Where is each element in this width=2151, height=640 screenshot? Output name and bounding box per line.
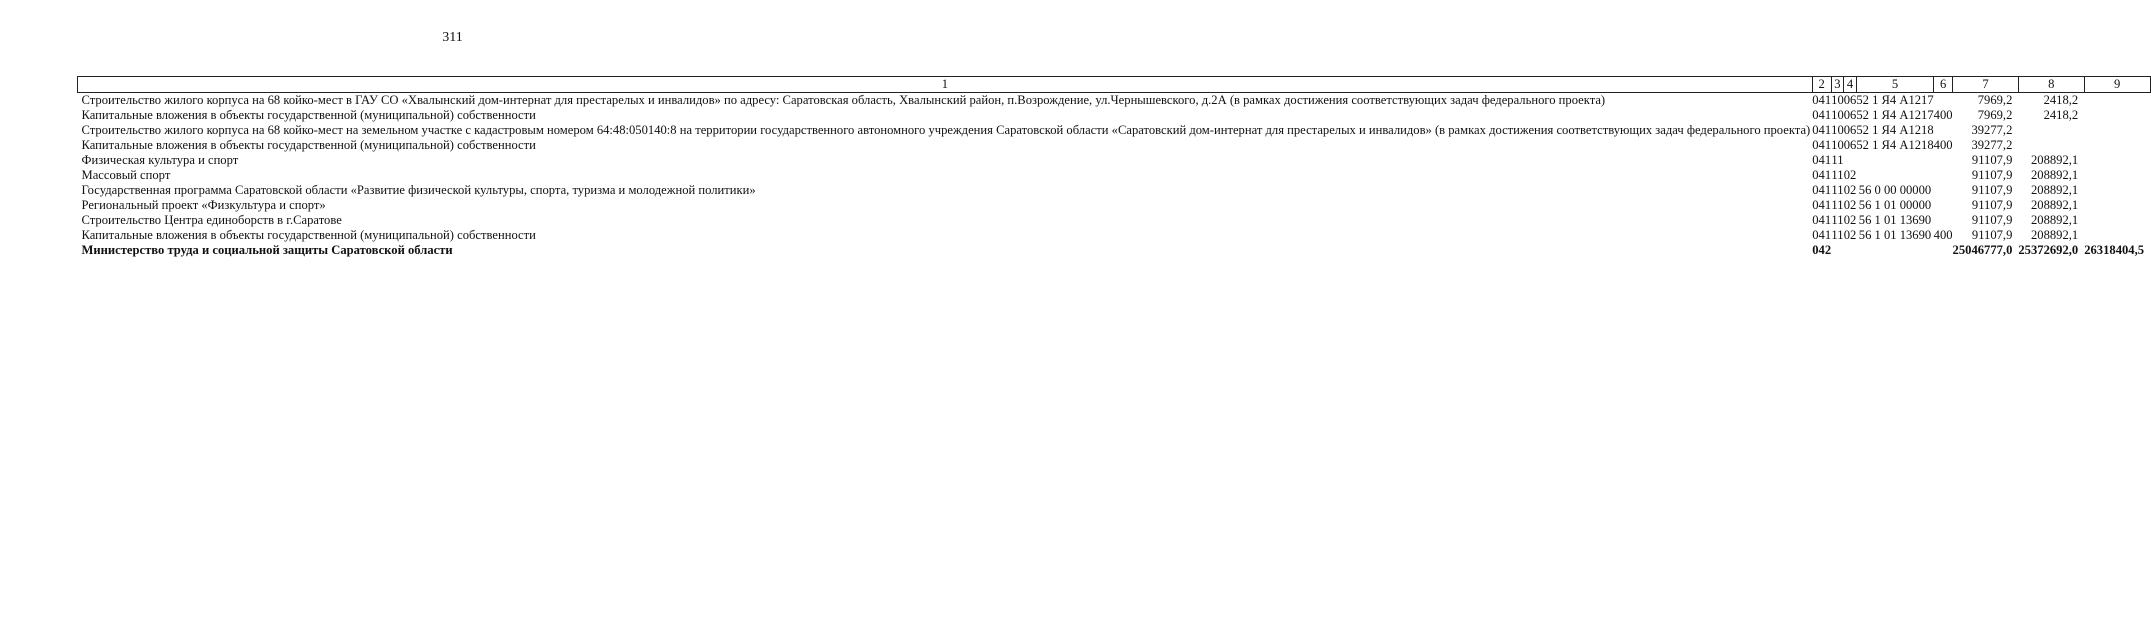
cell-ministry-code: 041 — [1812, 183, 1832, 197]
cell-expense-type: 400 — [1933, 108, 1953, 122]
row-name: Массовый спорт — [81, 168, 171, 182]
cell-amount-col7: 91107,9 — [1971, 168, 2013, 182]
table-row — [78, 198, 2151, 213]
row-name: Министерство труда и социальной защиты Саратовской области — [81, 243, 453, 257]
cell-expense-type — [1934, 123, 1953, 138]
table-row — [78, 213, 2151, 228]
cell-target-article: 52 1 Я4 А1217 — [1856, 108, 1934, 122]
cell-target-article — [1856, 153, 1933, 168]
budget-table — [77, 76, 2151, 258]
cell-amount-col7: 91107,9 — [1971, 183, 2013, 197]
cell-section: 10 — [1831, 123, 1844, 137]
cell-ministry-code: 041 — [1812, 198, 1832, 212]
column-header-9: 9 — [2084, 77, 2150, 93]
cell-amount-col9 — [2084, 183, 2150, 198]
cell-subsection: 02 — [1843, 228, 1857, 242]
column-header-3: 3 — [1831, 77, 1844, 93]
cell-target-article: 52 1 Я4 А1218 — [1856, 138, 1934, 152]
cell-amount-col8 — [2018, 138, 2084, 153]
cell-amount-col8: 208892,1 — [2030, 213, 2079, 227]
row-name: Строительство Центра единоборств в г.Саратове — [81, 213, 342, 227]
row-name: Капитальные вложения в объекты государственной (муниципальной) собственности — [81, 228, 536, 242]
row-name: Строительство жилого корпуса на 68 койко-мест на земельном участке с кадастровым номером 64:48:050140:8 на территории государственного автономного учреждения Саратовской области «Саратовский дом-интернат для престарелых и инвалидов» (в рамках достижения соответствующих задач федерального проекта) — [81, 123, 1811, 137]
cell-section: 11 — [1831, 213, 1844, 227]
cell-amount-col9 — [2084, 138, 2150, 153]
cell-section: 10 — [1831, 108, 1844, 122]
cell-expense-type: 400 — [1933, 228, 1953, 242]
cell-target-article — [1856, 168, 1933, 183]
cell-section — [1831, 243, 1844, 258]
cell-target-article: 52 1 Я4 А1217 — [1856, 93, 1934, 107]
cell-amount-col7: 91107,9 — [1971, 228, 2013, 242]
table-row — [78, 168, 2151, 183]
cell-target-article: 56 1 01 13690 — [1858, 213, 1932, 227]
cell-target-article: 52 1 Я4 А1218 — [1856, 123, 1934, 137]
column-header-6: 6 — [1934, 77, 1953, 93]
cell-amount-col8: 208892,1 — [2030, 168, 2079, 182]
cell-subsection — [1844, 243, 1857, 258]
cell-amount-col7: 25046777,0 — [1952, 243, 2013, 257]
cell-amount-col8: 2418,2 — [2043, 108, 2079, 122]
cell-amount-col8: 208892,1 — [2030, 198, 2079, 212]
row-name: Физическая культура и спорт — [81, 153, 239, 167]
cell-expense-type — [1934, 213, 1953, 228]
cell-subsection: 02 — [1843, 168, 1857, 182]
cell-amount-col7: 39277,2 — [1971, 123, 2013, 137]
table-row — [78, 108, 2151, 123]
cell-amount-col8: 208892,1 — [2030, 153, 2079, 167]
column-header-row — [78, 77, 2151, 93]
page-number: 311 — [442, 30, 463, 45]
cell-subsection: 02 — [1843, 183, 1857, 197]
cell-amount-col9 — [2084, 153, 2150, 168]
column-header-4: 4 — [1844, 77, 1857, 93]
cell-section: 11 — [1831, 183, 1844, 197]
column-header-5: 5 — [1856, 77, 1933, 93]
cell-ministry-code: 041 — [1812, 93, 1832, 107]
cell-expense-type — [1934, 243, 1953, 258]
cell-amount-col7: 7969,2 — [1977, 108, 2013, 122]
cell-amount-col8: 2418,2 — [2043, 93, 2079, 107]
column-header-1: 1 — [78, 77, 1813, 93]
cell-subsection: 06 — [1843, 93, 1857, 107]
cell-target-article: 56 1 01 00000 — [1858, 198, 1932, 212]
cell-amount-col9 — [2084, 198, 2150, 213]
table-row — [78, 228, 2151, 243]
column-header-7: 7 — [1953, 77, 2019, 93]
cell-expense-type — [1934, 183, 1953, 198]
cell-amount-col9 — [2084, 213, 2150, 228]
cell-amount-col7: 39277,2 — [1971, 138, 2013, 152]
cell-expense-type — [1934, 198, 1953, 213]
table-body — [78, 93, 2151, 259]
cell-section: 11 — [1831, 198, 1844, 212]
table-row — [78, 183, 2151, 198]
cell-subsection: 02 — [1843, 213, 1857, 227]
column-header-2: 2 — [1812, 77, 1831, 93]
table-row — [78, 93, 2151, 109]
cell-amount-col8: 208892,1 — [2030, 228, 2079, 242]
cell-target-article: 56 0 00 00000 — [1858, 183, 1932, 197]
cell-ministry-code: 041 — [1812, 228, 1832, 242]
cell-amount-col9: 26318404,5 — [2084, 243, 2145, 257]
row-name: Капитальные вложения в объекты государственной (муниципальной) собственности — [81, 138, 536, 152]
cell-ministry-code: 041 — [1812, 123, 1832, 137]
cell-expense-type — [1934, 153, 1953, 168]
cell-section: 10 — [1831, 93, 1844, 107]
cell-amount-col7: 91107,9 — [1971, 153, 2013, 167]
cell-target-article: 56 1 01 13690 — [1858, 228, 1932, 242]
cell-amount-col8: 25372692,0 — [2018, 243, 2079, 257]
cell-ministry-code: 042 — [1812, 243, 1832, 257]
cell-expense-type — [1934, 168, 1953, 183]
cell-amount-col9 — [2084, 123, 2150, 138]
cell-amount-col8: 208892,1 — [2030, 183, 2079, 197]
cell-section: 11 — [1831, 228, 1844, 242]
cell-ministry-code: 041 — [1812, 168, 1832, 182]
cell-amount-col7: 7969,2 — [1977, 93, 2013, 107]
cell-amount-col9 — [2084, 108, 2150, 123]
row-name: Региональный проект «Физкультура и спорт» — [81, 198, 326, 212]
table-row — [78, 123, 2151, 138]
cell-amount-col8 — [2018, 123, 2084, 138]
cell-amount-col9 — [2084, 93, 2150, 109]
cell-subsection: 06 — [1843, 138, 1857, 152]
cell-amount-col9 — [2084, 228, 2150, 243]
cell-ministry-code: 041 — [1812, 213, 1832, 227]
cell-amount-col7: 91107,9 — [1971, 213, 2013, 227]
row-name: Капитальные вложения в объекты государственной (муниципальной) собственности — [81, 108, 536, 122]
cell-ministry-code: 041 — [1812, 153, 1832, 167]
row-name: Строительство жилого корпуса на 68 койко-мест в ГАУ СО «Хвалынский дом-интернат для престарелых и инвалидов» по адресу: Саратовская область, Хвалынский район, п.Возрождение, ул.Чернышевского, д.2А (в рамках достижения соответствующих задач федерального проекта) — [81, 93, 1606, 107]
cell-expense-type: 400 — [1933, 138, 1953, 152]
cell-subsection: 06 — [1843, 123, 1857, 137]
table-row — [78, 243, 2151, 258]
cell-expense-type — [1934, 93, 1953, 109]
cell-section: 11 — [1831, 168, 1844, 182]
table-row — [78, 153, 2151, 168]
cell-ministry-code: 041 — [1812, 108, 1832, 122]
cell-ministry-code: 041 — [1812, 138, 1832, 152]
cell-subsection: 02 — [1843, 198, 1857, 212]
cell-amount-col9 — [2084, 168, 2150, 183]
cell-section: 11 — [1831, 153, 1844, 167]
cell-subsection: 06 — [1843, 108, 1857, 122]
cell-subsection — [1844, 153, 1857, 168]
row-name: Государственная программа Саратовской области «Развитие физической культуры, спорта, туризма и молодежной политики» — [81, 183, 756, 197]
column-header-8: 8 — [2018, 77, 2084, 93]
table-row — [78, 138, 2151, 153]
cell-target-article — [1856, 243, 1933, 258]
cell-amount-col7: 91107,9 — [1971, 198, 2013, 212]
cell-section: 10 — [1831, 138, 1844, 152]
